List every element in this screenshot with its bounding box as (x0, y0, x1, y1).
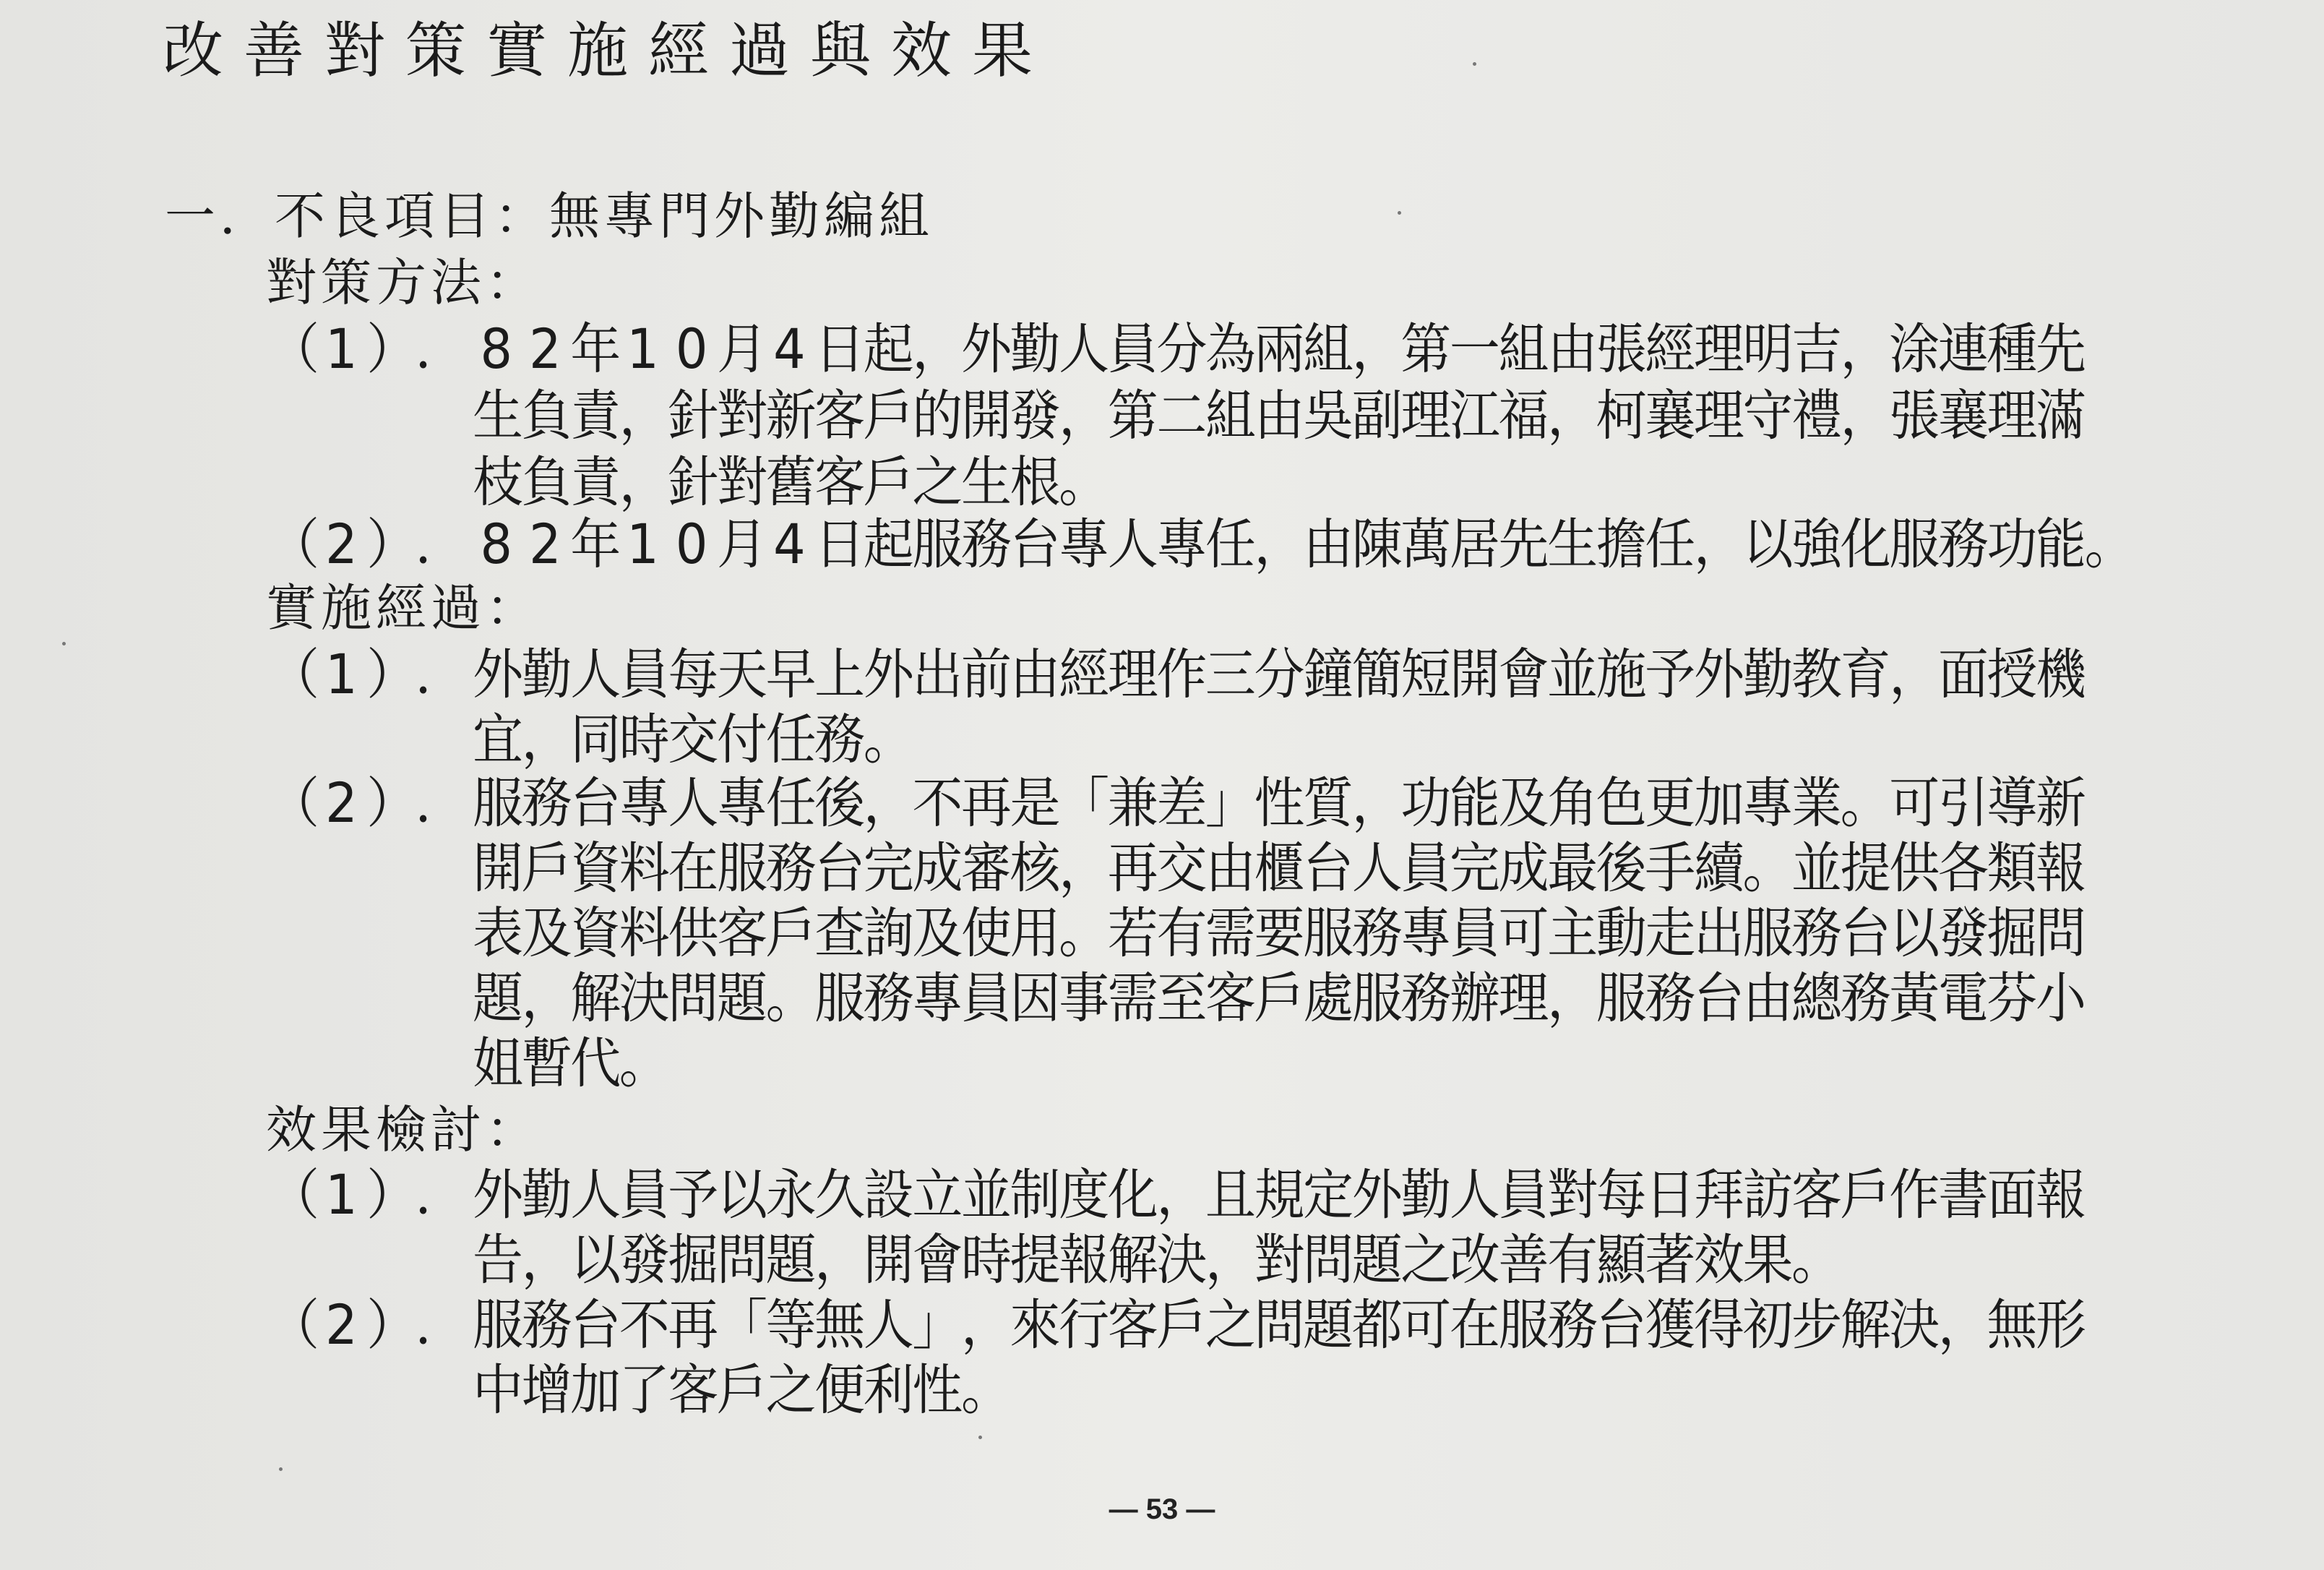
countermeasure-item-2-number: （2 ）． (269, 512, 468, 577)
countermeasure-item-1-line-2: 生負責，針對新客戶的開發，第二組由吳副理江福，柯襄理守禮，張襄理滿 (473, 383, 2088, 448)
paper-speck (62, 642, 66, 645)
implementation-label: 實施經過： (266, 578, 541, 638)
countermeasure-item-1-line-1: 8 2 年1 0 月4 日起，外勤人員分為兩組，第一組由張經理明吉，涂連種先 (480, 317, 2088, 382)
review-item-2-line-2: 中增加了客戶之便利性。 (473, 1357, 1013, 1423)
review-item-1-line-1: 外勤人員予以永久設立並制度化，且規定外勤人員對每日拜訪客戶作書面報 (473, 1162, 2088, 1227)
paper-speck (1473, 62, 1476, 66)
page-number: — 53 — (1109, 1493, 1215, 1525)
review-item-2-number: （2 ）． (269, 1292, 468, 1357)
review-item-1-line-2: 告，以發掘問題，開會時提報解決，對問題之改善有顯著效果。 (473, 1227, 1844, 1292)
paper-speck (279, 1467, 283, 1471)
implementation-item-2-line-4: 題，解決問題。服務專員因事需至客戶處服務辦理，服務台由總務黃電芬小 (473, 966, 2088, 1031)
page-title: 改善對策實施經過與效果 (163, 15, 1054, 86)
review-item-1-number: （1 ）． (269, 1162, 468, 1227)
paper-speck (978, 1436, 982, 1439)
implementation-item-1-line-2: 宜，同時交付任務。 (473, 707, 916, 772)
review-label: 效果檢討： (266, 1100, 541, 1159)
review-item-2-line-1: 服務台不再「等無人」，來行客戶之問題都可在服務台獲得初步解決，無形 (473, 1292, 2088, 1357)
implementation-item-2-line-3: 表及資料供客戶查詢及使用。若有需要服務專員可主動走出服務台以發掘問 (473, 901, 2088, 966)
countermeasure-label: 對策方法： (266, 253, 541, 312)
implementation-item-2-line-1: 服務台專人專任後，不再是「兼差」性質，功能及角色更加專業。可引導新 (473, 771, 2088, 836)
implementation-item-2-line-2: 開戶資料在服務台完成審核，再交由櫃台人員完成最後手續。並提供各類報 (473, 836, 2088, 901)
countermeasure-item-1-line-3: 枝負責，針對舊客戶之生根。 (473, 450, 1111, 515)
countermeasure-item-2-line-1: 8 2 年1 0 月4 日起服務台專人專任，由陳萬居先生擔任，以強化服務功能。 (480, 512, 2137, 577)
implementation-item-2-number: （2 ）． (269, 771, 468, 836)
paper-speck (1398, 211, 1401, 215)
countermeasure-item-1-number: （1 ）． (269, 317, 468, 382)
section-heading: 一．不良項目：無專門外勤編組 (165, 186, 934, 246)
implementation-item-2-line-5: 姐暫代。 (473, 1031, 671, 1096)
implementation-item-1-number: （1 ）． (269, 642, 468, 707)
implementation-item-1-line-1: 外勤人員每天早上外出前由經理作三分鐘簡短開會並施予外勤教育，面授機 (473, 642, 2088, 707)
